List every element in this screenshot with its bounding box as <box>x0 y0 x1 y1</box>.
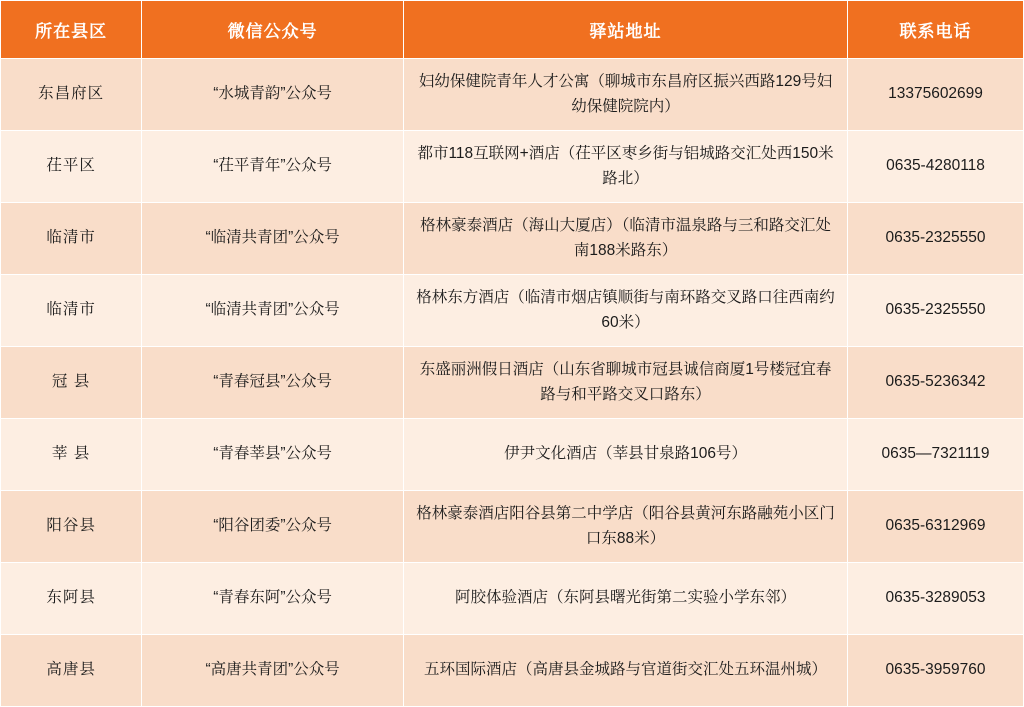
cell-county: 阳谷县 <box>1 491 142 563</box>
table-body <box>1 59 1024 707</box>
cell-wechat-account: “临清共青团”公众号 <box>142 203 404 275</box>
cell-county: 茌平区 <box>1 131 142 203</box>
cell-wechat-account: “水城青韵”公众号 <box>142 59 404 131</box>
cell-county: 高唐县 <box>1 635 142 707</box>
table-header <box>1 1 1024 59</box>
cell-wechat-account: “青春东阿”公众号 <box>142 563 404 635</box>
cell-wechat-account: “高唐共青团”公众号 <box>142 635 404 707</box>
cell-wechat-account: “临清共青团”公众号 <box>142 275 404 347</box>
cell-station-address: 五环国际酒店（高唐县金城路与官道街交汇处五环温州城） <box>404 635 848 707</box>
cell-contact-phone: 0635-2325550 <box>848 275 1024 347</box>
table-row <box>1 347 1024 419</box>
cell-contact-phone: 0635-6312969 <box>848 491 1024 563</box>
table-row <box>1 563 1024 635</box>
column-header-contact-phone: 联系电话 <box>848 1 1024 59</box>
column-header-station-address: 驿站地址 <box>404 1 848 59</box>
table-row <box>1 131 1024 203</box>
table-row <box>1 59 1024 131</box>
cell-contact-phone: 0635—7321119 <box>848 419 1024 491</box>
cell-contact-phone: 0635-5236342 <box>848 347 1024 419</box>
cell-contact-phone: 0635-4280118 <box>848 131 1024 203</box>
table-row <box>1 203 1024 275</box>
cell-wechat-account: “阳谷团委”公众号 <box>142 491 404 563</box>
cell-county: 东昌府区 <box>1 59 142 131</box>
column-header-wechat-account: 微信公众号 <box>142 1 404 59</box>
cell-contact-phone: 0635-3289053 <box>848 563 1024 635</box>
cell-county: 东阿县 <box>1 563 142 635</box>
cell-county: 临清市 <box>1 275 142 347</box>
cell-county: 莘 县 <box>1 419 142 491</box>
cell-station-address: 伊尹文化酒店（莘县甘泉路106号） <box>404 419 848 491</box>
cell-contact-phone: 0635-2325550 <box>848 203 1024 275</box>
table-row <box>1 635 1024 707</box>
table-header-row <box>1 1 1024 59</box>
column-header-county: 所在县区 <box>1 1 142 59</box>
cell-wechat-account: “青春莘县”公众号 <box>142 419 404 491</box>
cell-station-address: 格林东方酒店（临清市烟店镇顺街与南环路交叉路口往西南约60米） <box>404 275 848 347</box>
cell-station-address: 东盛丽洲假日酒店（山东省聊城市冠县诚信商厦1号楼冠宜春路与和平路交叉口路东） <box>404 347 848 419</box>
cell-county: 临清市 <box>1 203 142 275</box>
cell-wechat-account: “青春冠县”公众号 <box>142 347 404 419</box>
cell-station-address: 阿胶体验酒店（东阿县曙光街第二实验小学东邻） <box>404 563 848 635</box>
table-row <box>1 419 1024 491</box>
cell-wechat-account: “茌平青年”公众号 <box>142 131 404 203</box>
cell-contact-phone: 0635-3959760 <box>848 635 1024 707</box>
cell-contact-phone: 13375602699 <box>848 59 1024 131</box>
cell-station-address: 格林豪泰酒店阳谷县第二中学店（阳谷县黄河东路融苑小区门口东88米） <box>404 491 848 563</box>
cell-county: 冠 县 <box>1 347 142 419</box>
table-row <box>1 275 1024 347</box>
cell-station-address: 妇幼保健院青年人才公寓（聊城市东昌府区振兴西路129号妇幼保健院院内） <box>404 59 848 131</box>
cell-station-address: 都市118互联网+酒店（茌平区枣乡街与铝城路交汇处西150米路北） <box>404 131 848 203</box>
cell-station-address: 格林豪泰酒店（海山大厦店）（临清市温泉路与三和路交汇处南188米路东） <box>404 203 848 275</box>
table-row <box>1 491 1024 563</box>
